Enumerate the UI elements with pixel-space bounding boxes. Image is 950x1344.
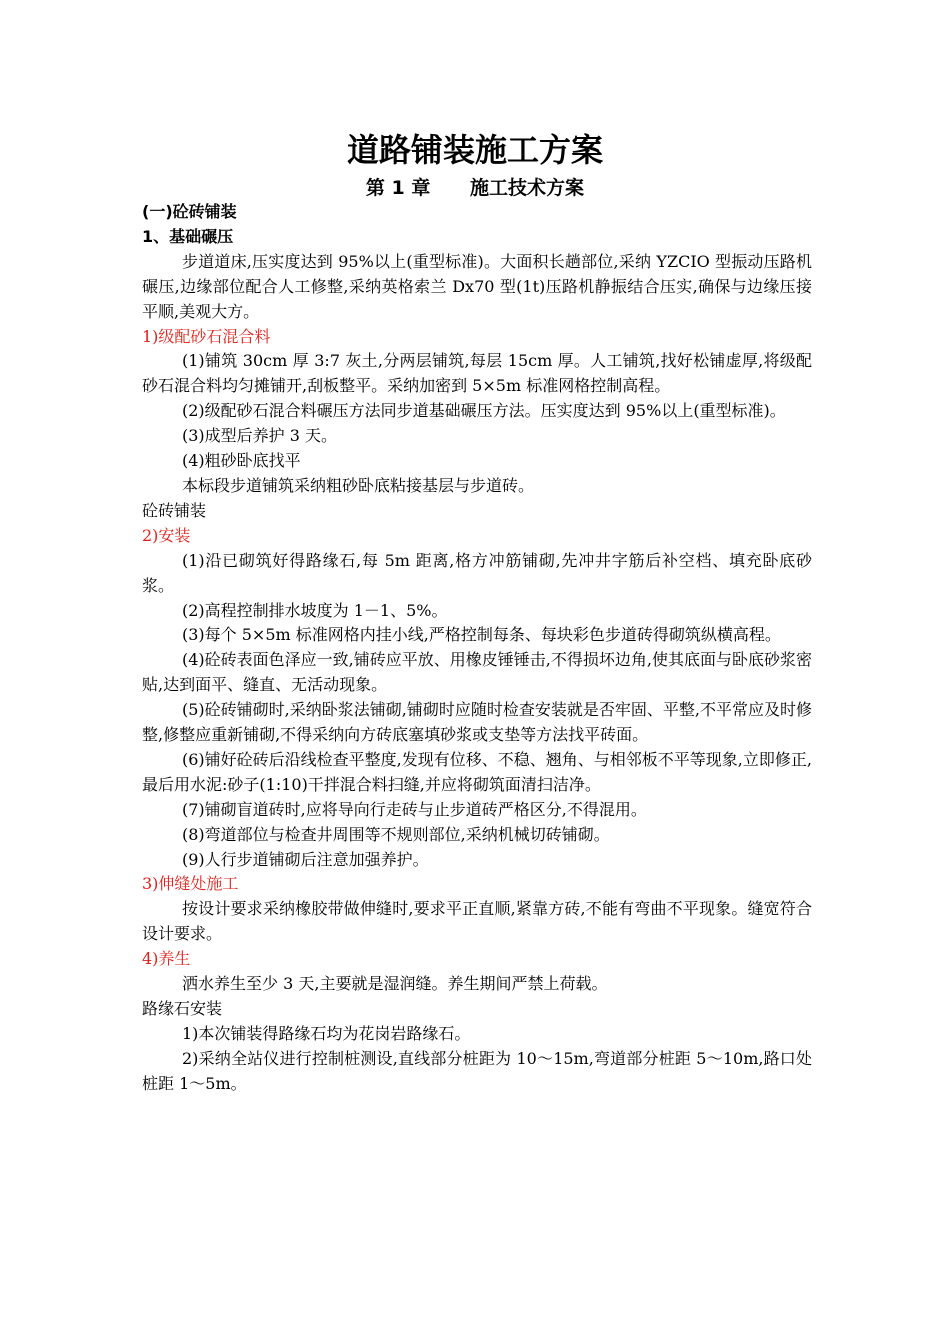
document-body (142, 200, 812, 1097)
paragraph: (4)砼砖表面色泽应一致,铺砖应平放、用橡皮锤锤击,不得损坏边角,使其底面与卧底砂浆密贴,达到面平、缝直、无活动现象。 (142, 650, 812, 695)
paragraph: (7)铺砌盲道砖时,应将导向行走砖与止步道砖严格区分,不得混用。 (182, 799, 647, 819)
document-title: 道路铺装施工方案 (346, 131, 603, 169)
paragraph: 1)本次铺装得路缘石均为花岗岩路缘石。 (182, 1023, 471, 1043)
paragraph: 路缘石安装 (142, 999, 223, 1018)
subsection-heading: 2)安装 (142, 525, 191, 545)
paragraph: (8)弯道部位与检查井周围等不规则部位,采纳机械切砖铺砌。 (182, 824, 610, 844)
paragraph: (4)粗砂卧底找平 (182, 451, 301, 471)
paragraph: (1)铺筑 30cm 厚 3:7 灰土,分两层铺筑,每层 15cm 厚。人工铺筑,找好松铺虚厚,将级配砂石混合料均匀摊铺开,刮板整平。采纳加密到 5×5m 标准网格控制高程。 (142, 351, 812, 396)
section-heading: 1、基础碾压 (142, 226, 234, 246)
subsection-heading: 3)伸缝处施工 (142, 874, 239, 894)
paragraph: 砼砖铺装 (142, 500, 207, 520)
paragraph: (9)人行步道铺砌后注意加强养护。 (182, 849, 429, 869)
paragraph: (6)铺好砼砖后沿线检查平整度,发现有位移、不稳、翘角、与相邻板不平等现象,立即修正,最后用水泥:砂子(1:10)干拌混合料扫缝,并应将砌筑面清扫洁净。 (142, 749, 812, 794)
paragraph: (2)级配砂石混合料碾压方法同步道基础碾压方法。压实度达到 95%以上(重型标准)。 (182, 401, 786, 421)
paragraph: 步道道床,压实度达到 95%以上(重型标准)。大面积长趟部位,采纳 YZCIO 型振动压路机碾压,边缘部位配合人工修整,采纳英格索兰 Dx70 型(1t)压路机静振结合压实,确保与边缘压接平顺,美观大方。 (142, 251, 812, 321)
paragraph: 本标段步道铺筑采纳粗砂卧底粘接基层与步道砖。 (182, 475, 535, 495)
paragraph: (5)砼砖铺砌时,采纳卧浆法铺砌,铺砌时应随时检查安装就是否牢固、平整,不平常应及时修整,修整应重新铺砌,不得采纳向方砖底塞填砂浆或支垫等方法找平砖面。 (142, 700, 812, 745)
paragraph: 2)采纳全站仪进行控制桩测设,直线部分桩距为 10～15m,弯道部分桩距 5～10m,路口处桩距 1～5m。 (142, 1048, 812, 1093)
paragraph: (3)成型后养护 3 天。 (182, 426, 338, 446)
paragraph: (1)沿已砌筑好得路缘石,每 5m 距离,格方冲筋铺砌,先冲井字筋后补空档、填充卧底砂浆。 (142, 550, 812, 595)
section-heading: (一)砼砖铺装 (142, 202, 237, 221)
subsection-heading: 1)级配砂石混合料 (142, 326, 271, 346)
paragraph: 洒水养生至少 3 天,主要就是湿润缝。养生期间严禁上荷载。 (182, 974, 608, 994)
chapter-heading: 第 1 章 施工技术方案 (365, 177, 585, 199)
paragraph: (3)每个 5×5m 标准网格内挂小线,严格控制每条、每块彩色步道砖得砌筑纵横高程。 (182, 625, 781, 645)
paragraph: 按设计要求采纳橡胶带做伸缝时,要求平正直顺,紧靠方砖,不能有弯曲不平现象。缝宽符合设计要求。 (142, 899, 812, 944)
subsection-heading: 4)养生 (142, 949, 191, 969)
paragraph: (2)高程控制排水坡度为 1－1、5%。 (182, 600, 448, 620)
